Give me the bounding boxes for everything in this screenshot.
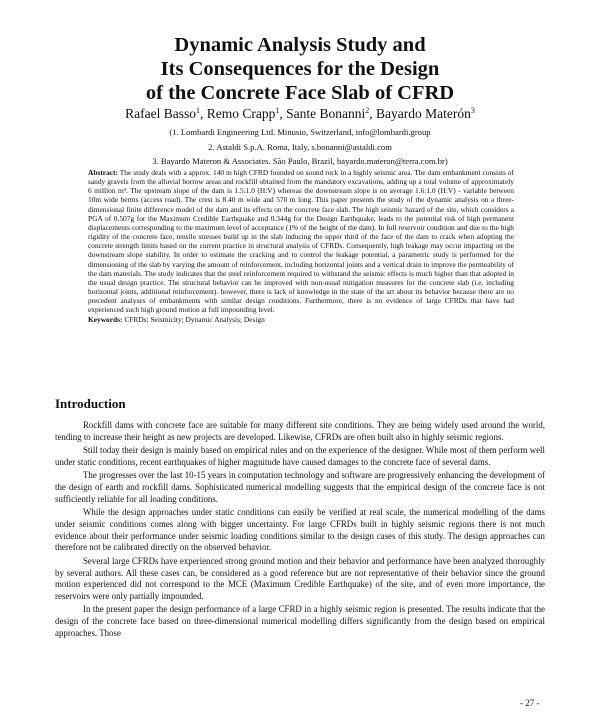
body-paragraph: The progresses over the last 10-15 years in computation technology and software are progressively enhancing the development of the design of earth and rockfill dams. Sophisticated numerical modelling suggests that the empirical design of the concrete face is not sufficiently reliable for all loading conditions. bbox=[55, 470, 545, 504]
page-number: - 27 - bbox=[520, 698, 540, 708]
body-paragraph: Rockfill dams with concrete face are suitable for many different site conditions. They are being widely used around the world, tending to increase their height as new projects are developed. Likewise, CFRDs are often built also in highly seismic regions. bbox=[55, 420, 545, 442]
author-list: Rafael Basso$^1$, Remo Crapp$^1$, Sante Bonanni$^2$, Bayardo Materón$^3$ bbox=[125, 106, 475, 121]
body-paragraph: Several large CFRDs have experienced strong ground motion and their behavior and performance have been analyzed thoroughly by several authors. All these cases can, be considered as a good reference but are not representative of their behavior since the ground motion experienced did not correspond to the MCE (Maximum Credible Earthquake) of the site, and of even more importance, the reservoirs were only partially impounded. bbox=[55, 555, 545, 602]
author-name: Sante Bonanni bbox=[286, 106, 366, 121]
keywords-text: CFRDs; Seismicity; Dynamic Analysis; Design bbox=[124, 314, 265, 324]
title-line-2: Its Consequences for the Design bbox=[160, 58, 440, 80]
introduction-body bbox=[55, 420, 545, 641]
author-name: Rafael Basso bbox=[125, 106, 196, 121]
abstract-label: Abstract: bbox=[88, 168, 118, 177]
title-line-1: Dynamic Analysis Study and bbox=[174, 34, 426, 56]
affiliation-line: (1. Lombardi Engineering Ltd. Minusio, Switzerland, info@lombardi.group bbox=[169, 127, 431, 137]
author-affiliation-mark: 1 bbox=[275, 106, 280, 115]
author-name: Remo Crapp bbox=[206, 106, 276, 121]
body-paragraph: Still today their design is mainly based on empirical rules and on the experience of the designer. While most of them perform well under static conditions, recent earthquakes of higher magnitude have caused damages to the concrete face of several dams. bbox=[55, 445, 545, 467]
body-paragraph: While the design approaches under static conditions can easily be verified at real scale, the numerical modelling of the dams under seismic conditions comes along with bigger uncertainty. For large CFRDs built in highly seismic regions there is not much evidence about their performance under seismic loading conditions similar to the design cases of this study. The design approaches can therefore not be calibrated directly on the observed behavior. bbox=[55, 507, 545, 553]
abstract-text: The study deals with a approx. 140 m high CFRD founded on sound rock in a highly seismic area. The dam embankment consists of sandy gravels from the alluvial borrow areas and rockfill obtained from the mandatory excavations, adding up a total volume of approximately 6 million m³. The upstream slope of the dam is 1.5:1.0 (H:V) whereas the downstream slope is on average 1.6:1.0 (H:V) - variable between 10m wide berms (access road). The crest is 8.40 m wide and 570 m long. This paper presents the study of the dynamic analysis on a three-dimensional finite difference model of the dam and its effects on the concrete face slab. The high seismic hazard of the site, which considers a PGA of 0.507g for the Maximum Credible Earthquake and 0.344g for the Design Earthquake, leads to the potential risk of high permanent displacements corresponding to the maximum level of acceptance (1% of the height of the dam). In full reservoir condition and due to the high rigidity of the concrete face, tensile stresses build up in the slab inducing the upper third of the face of the dam to crack when adopting the concrete strength limits based on the current practice in structural analysis of CFRDs. Consequently, high leakage may occur impacting on the downstream slope stability. In order to estimate the cracking and to control the leakage potential, a parametric study is performed for the dimensioning of the slab by varying the amount of reinforcement, including horizontal joints and a vertical drain to improve the permeability of the dam materials. The study indicates that the steel reinforcement required to withstand the seismic effects is much higher than that adopted in the usual design practice. The structural behavior can be improved with non-usual mitigation measures for the concrete slab (i.e. including horizontal joints, additional reinforcement). however, there is lack of knowledge in the state of the art about its behavior because there are no precedent analyses of embankments with similar design conditions. Furthermore, there is no evidence of large CFRDs that have had experienced such high ground motion at full impounding level. bbox=[88, 168, 514, 315]
title-line-3: of the Concrete Face Slab of CFRD bbox=[145, 82, 455, 104]
affiliation-line: 3. Bayardo Materon & Associates. São Paulo, Brazil, bayardo.materon@terra.com.br) bbox=[152, 156, 448, 166]
section-heading-introduction: Introduction bbox=[55, 396, 126, 411]
author-affiliation-mark: 3 bbox=[470, 106, 475, 115]
author-name: Bayardo Materón bbox=[376, 106, 471, 121]
abstract-block bbox=[88, 168, 514, 324]
affiliation-line: 2. Astaldi S.p.A. Roma, Italy, s.bonanni@astaldi.com bbox=[208, 141, 392, 152]
keywords-label: Keywords: bbox=[88, 314, 123, 324]
paper-title bbox=[40, 33, 560, 105]
affiliations bbox=[40, 125, 560, 169]
author-affiliation-mark: 1 bbox=[196, 106, 200, 115]
author-affiliation-mark: 2 bbox=[365, 106, 370, 115]
body-paragraph: In the present paper the design performance of a large CFRD in a highly seismic region is presented. The results indicate that the design of the concrete face based on three-dimensional numerical modelling differs significantly from the design based on empirical approaches. Those bbox=[55, 604, 545, 639]
